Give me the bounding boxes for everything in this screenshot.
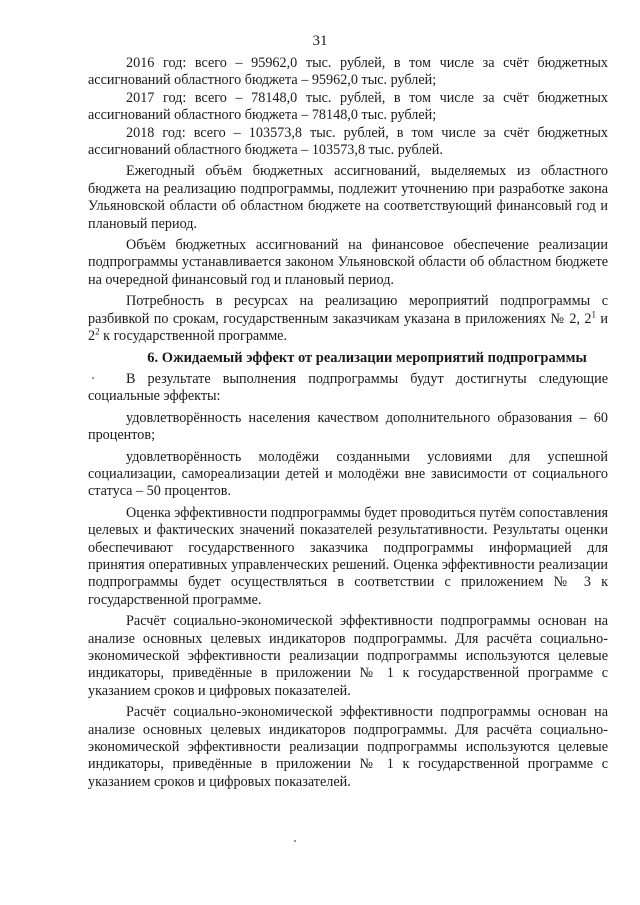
paragraph-evaluation: Оценка эффективности подпрограммы будет проводиться путём сопоставления целевых и фактических значений показателей результативности. Результаты оценки обеспечивают государственного заказчика подпрограммы информацией для принятия оперативных управленческих решений. Оценка эффективности реализации подпрограммы будет осуществляться в соответствии с приложением № 3 к государственной программе.: [88, 504, 609, 608]
resources-text-after: к государственной программе.: [99, 328, 288, 345]
resources-sup-2: 2: [95, 326, 100, 337]
page-number: 31: [312, 33, 328, 49]
paragraph-effect-education: удовлетворённость населения качеством дополнительного образования – 60 процентов;: [88, 409, 608, 444]
scan-speck: [92, 377, 94, 379]
budget-2016: 2016 год: всего – 95962,0 тыс. рублей, в том числе за счёт бюджетных ассигнований областного бюджета – 95962,0 тыс. рублей;: [88, 55, 608, 89]
document-body: [88, 55, 608, 795]
paragraph-effect-youth: удовлетворённость молодёжи созданными условиями для успешной социализации, самореализации детей и молодёжи вне зависимости от социального статуса – 50 процентов.: [88, 448, 608, 500]
resources-sup-1: 1: [591, 308, 596, 319]
budget-2018: 2018 год: всего – 103573,8 тыс. рублей, в том числе за счёт бюджетных ассигнований областного бюджета – 103573,8 тыс. рублей.: [88, 124, 608, 159]
budget-2017: 2017 год: всего – 78148,0 тыс. рублей, в том числе за счёт бюджетных ассигнований областного бюджета – 78148,0 тыс. рублей;: [88, 89, 608, 124]
resources-mid: и 2: [88, 310, 609, 345]
resources-text-before: Потребность в ресурсах на реализацию мероприятий подпрограммы с разбивкой по срокам, государственным заказчикам указана в приложениях № 2, 2: [88, 293, 608, 327]
paragraph-calculation-2: Расчёт социально-экономической эффективности подпрограммы основан на анализе основных целевых индикаторов подпрограммы. Для расчёта социально-экономической эффективности реализации подпрограммы используются целевые индикаторы, приведённые в приложении № 1 к государственной программе с указанием сроков и цифровых показателей.: [88, 704, 608, 790]
scan-speck: [294, 840, 296, 842]
paragraph-calculation-1: Расчёт социально-экономической эффективности подпрограммы основан на анализе основных целевых индикаторов подпрограммы. Для расчёта социально-экономической эффективности реализации подпрограммы используются целевые индикаторы, приведённые в приложении № 1 к государственной программе с указанием сроков и цифровых показателей.: [88, 613, 608, 699]
section-heading: 6. Ожидаемый эффект от реализации мероприятий подпрограммы: [147, 349, 587, 366]
paragraph-resources: [88, 293, 608, 345]
paragraph-results-intro: В результате выполнения подпрограммы будут достигнуты следующие социальные эффекты:: [88, 370, 608, 405]
paragraph-annual-budget: Ежегодный объём бюджетных ассигнований, выделяемых из областного бюджета на реализацию подпрограммы, подлежит уточнению при разработке закона Ульяновской области об областном бюджете на соответствующий финансовый год и плановый период.: [88, 163, 608, 232]
paragraph-budget-law: Объём бюджетных ассигнований на финансовое обеспечение реализации подпрограммы устанавливается законом Ульяновской области об областном бюджете на очередной финансовый год и плановый период.: [88, 237, 608, 288]
